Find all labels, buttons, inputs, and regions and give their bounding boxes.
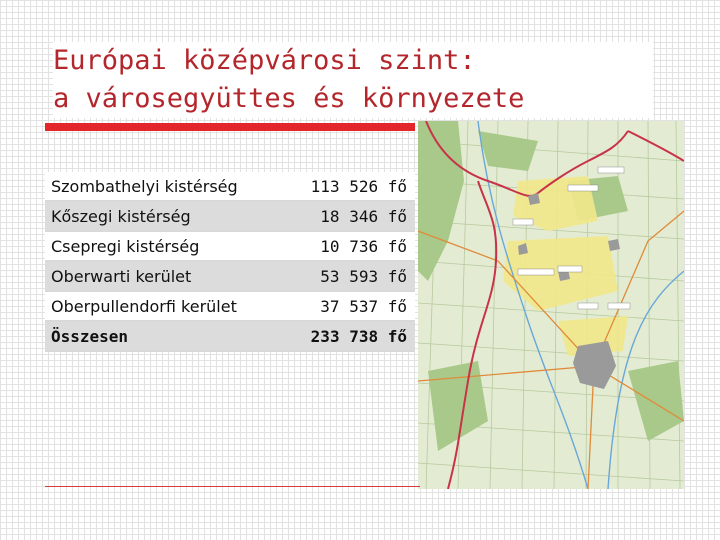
- row-value: 10 736 fő: [285, 231, 415, 261]
- population-table: [45, 172, 415, 352]
- row-value: 37 537 fő: [285, 291, 415, 321]
- table-row: [45, 261, 415, 291]
- row-value: 53 593 fő: [285, 261, 415, 291]
- table-row: [45, 291, 415, 321]
- total-value: 233 738 fő: [285, 321, 415, 351]
- footer-divider: [45, 486, 420, 487]
- title-underline-bar: [45, 123, 415, 131]
- region-map: [418, 121, 684, 489]
- total-label: Összesen: [45, 321, 285, 351]
- row-value: 18 346 fő: [285, 201, 415, 231]
- title-line-1: Európai középvárosi szint:: [53, 45, 476, 76]
- title-line-2: a városegyüttes és környezete: [53, 83, 525, 114]
- table-row: [45, 201, 415, 231]
- row-label: Oberpullendorfi kerület: [45, 291, 285, 321]
- row-label: Szombathelyi kistérség: [45, 172, 285, 201]
- table-row: [45, 231, 415, 261]
- slide-title: [53, 42, 653, 118]
- row-label: Oberwarti kerület: [45, 261, 285, 291]
- row-label: Csepregi kistérség: [45, 231, 285, 261]
- table-total-row: [45, 321, 415, 351]
- row-value: 113 526 fő: [285, 172, 415, 201]
- row-label: Kőszegi kistérség: [45, 201, 285, 231]
- table-row: [45, 172, 415, 201]
